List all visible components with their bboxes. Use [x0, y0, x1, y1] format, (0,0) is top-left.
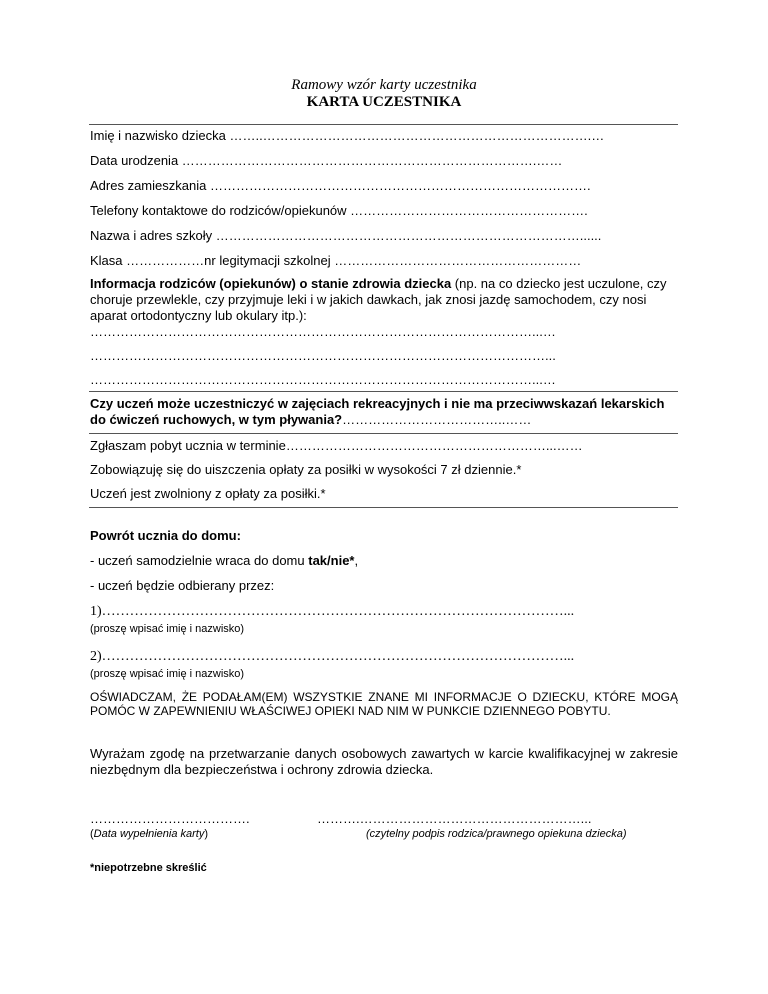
field-label-id: nr legitymacji szkolnej [204, 253, 331, 268]
health-info [90, 276, 678, 324]
date-label-text: Data wypełnienia karty [93, 828, 205, 840]
form-title: KARTA UCZESTNIKA [306, 94, 462, 110]
return-alone-choice[interactable]: tak/nie* [308, 553, 355, 568]
field-birth-date[interactable] [90, 153, 678, 169]
return-alone-suffix: , [354, 553, 359, 568]
fill-dots: ……………………………………………………...…… [285, 438, 583, 453]
fill-dots: ……………………………………………………………………….…… [181, 153, 563, 168]
return-alone [90, 553, 678, 569]
field-label: Telefony kontaktowe do rodziców/opiekunów [90, 203, 347, 218]
divider-stay [89, 507, 678, 508]
date-label-close: ) [204, 828, 209, 840]
health-dots-3[interactable]: …………………………………………………………………………………………...… [90, 372, 556, 387]
pickup-person-2[interactable]: 2)………………………………………………………………………………………... [90, 649, 575, 664]
field-label: Nazwa i adres szkoły [90, 228, 213, 243]
pickup-person-2-hint: (proszę wpisać imię i nazwisko) [90, 668, 245, 680]
return-alone-text: - uczeń samodzielnie wraca do domu [90, 553, 309, 568]
return-picked-up: - uczeń będzie odbierany przez: [90, 578, 275, 593]
meal-fee-exemption: Uczeń jest zwolniony z opłaty za posiłki.* [90, 486, 326, 501]
return-heading: Powrót ucznia do domu: [90, 528, 241, 543]
field-label: Data urodzenia [90, 153, 179, 168]
fill-dots: ……..………………………………………………………………….… [229, 128, 605, 143]
fill-dots: …………………………………………………………………………...... [215, 228, 602, 243]
health-dots-1[interactable]: …………………………………………………………………………………………...… [90, 324, 556, 339]
activity-question[interactable] [90, 396, 678, 428]
date-label-open: ( [90, 828, 94, 840]
meal-fee-statement: Zobowiązuję się do uiszczenia opłaty za posiłki w wysokości 7 zł dziennie.* [90, 462, 522, 477]
divider-top [89, 124, 678, 125]
field-label: Zgłaszam pobyt ucznia w terminie [90, 438, 286, 453]
field-phones[interactable] [90, 203, 678, 219]
pickup-person-1-hint: (proszę wpisać imię i nazwisko) [90, 623, 245, 635]
fill-dots: ………………………………..…… [342, 412, 532, 427]
form-subtitle: Ramowy wzór karty uczestnika [291, 77, 477, 93]
signature-label: (czytelny podpis rodzica/prawnego opiekuna dziecka) [366, 828, 627, 840]
activity-text: Czy uczeń może uczestniczyć w zajęciach rekreacyjnych i nie ma przeciwwskazań lekarskich do ćwiczeń ruchowych, w tym pływania? [90, 396, 665, 427]
divider-health [89, 391, 678, 392]
declaration: OŚWIADCZAM, ŻE PODAŁAM(EM) WSZYSTKIE ZNANE MI INFORMACJE O DZIECKU, KTÓRE MOGĄ POMÓC W ZAPEWNIENIU WŁAŚCIWEJ OPIEKI NAD NIM W PUNKCIE DZIENNEGO POBYTU. [90, 690, 678, 718]
divider-activity [89, 433, 678, 434]
pickup-person-1[interactable]: 1)………………………………………………………………………………………... [90, 604, 575, 619]
health-text: (np. na co dziecko jest uczulone, czy choruje przewlekle, czy przyjmuje leki i w jakich dawkach, jak znosi jazdę samochodem, czy nosi aparat ortodontyczny lub okulary itp.): [90, 276, 667, 323]
fill-dots: ……………………………………………………………………………. [209, 178, 591, 193]
consent: Wyrażam zgodę na przetwarzanie danych osobowych zawartych w karcie kwalifikacyjnej w zakresie niezbędnym dla bezpieczeństwa i ochrony zdrowia dziecka. [90, 746, 678, 777]
fill-dots-class: ……………… [126, 253, 205, 268]
health-heading: Informacja rodziców (opiekunów) o stanie zdrowia dziecka [90, 276, 452, 291]
field-address[interactable] [90, 178, 678, 194]
fill-dots: ………………………………………………. [350, 203, 588, 218]
field-label: Imię i nazwisko dziecka [90, 128, 226, 143]
field-label-class: Klasa [90, 253, 123, 268]
field-label: Adres zamieszkania [90, 178, 207, 193]
fill-dots-id: ………………………………………………… [334, 253, 582, 268]
field-school[interactable] [90, 228, 678, 244]
signature-field[interactable]: ……….……………………………………………... [317, 811, 592, 826]
footnote: *niepotrzebne skreślić [90, 862, 207, 874]
field-class-id[interactable] [90, 253, 678, 269]
health-dots-2[interactable]: ……………………………………………………………………………………………... [90, 348, 556, 363]
date-label [90, 826, 290, 842]
field-term[interactable] [90, 438, 678, 454]
date-field[interactable]: ………………………………. [90, 811, 250, 826]
field-child-name[interactable] [90, 128, 678, 144]
